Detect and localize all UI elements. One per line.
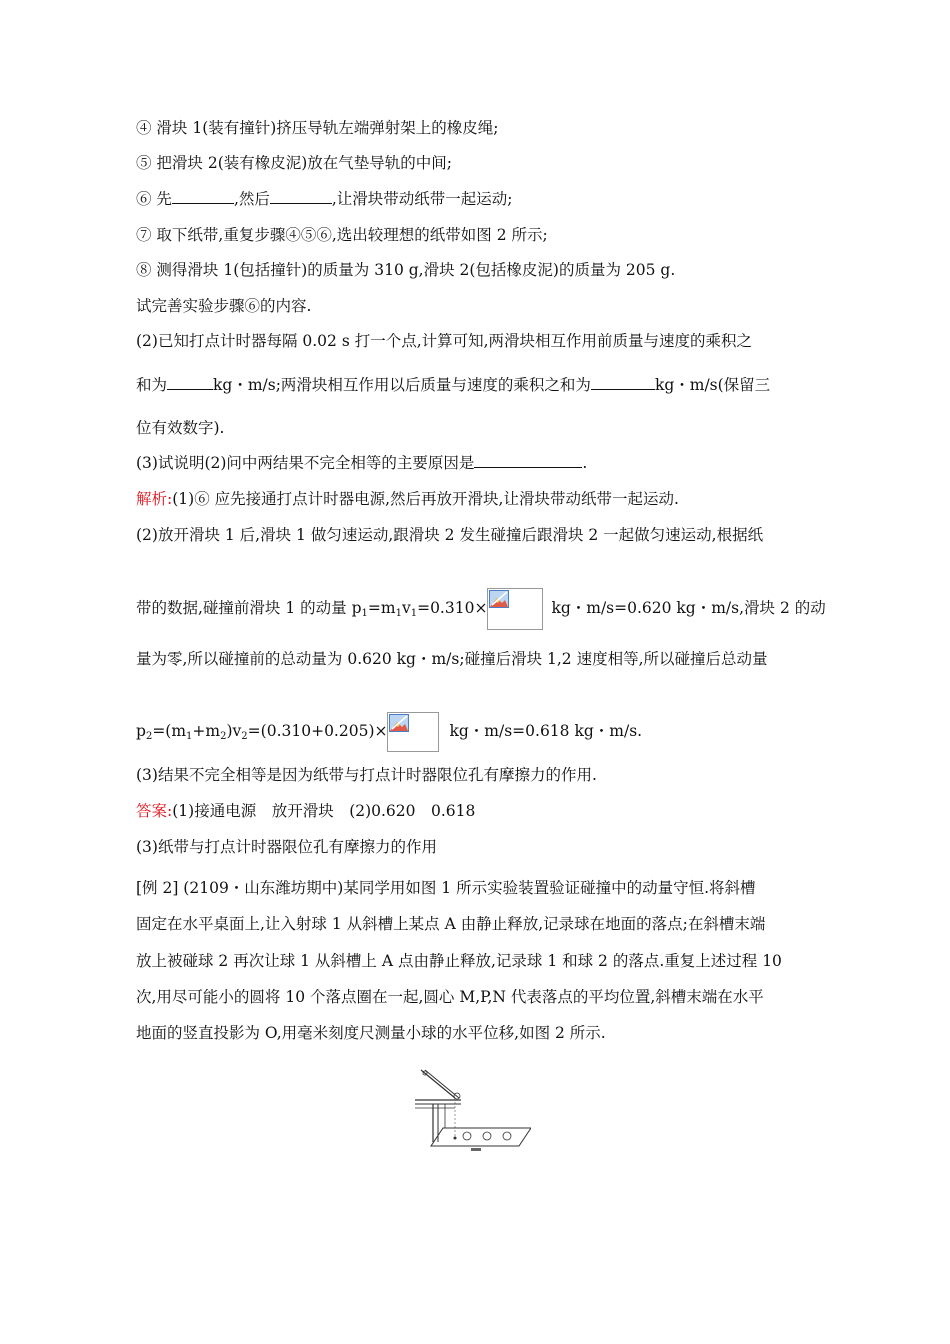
step-8: ⑧ 测得滑块 1(包括撞针)的质量为 310 g,滑块 2(包括橡皮泥)的质量为 205 g. xyxy=(136,261,676,279)
analysis-line6: (3)结果不完全相等是因为纸带与打点计时器限位孔有摩擦力的作用. xyxy=(136,766,597,784)
analysis-label: 解析: xyxy=(136,490,173,508)
formula-image-placeholder xyxy=(487,588,543,630)
blank-q3 xyxy=(474,453,582,468)
formula-image-placeholder xyxy=(387,712,439,752)
example2-line5: 地面的竖直投影为 O,用毫米刻度尺测量小球的水平位移,如图 2 所示. xyxy=(136,1024,606,1042)
question-2-line2: 和为 kg・m/s;两滑块相互作用以后质量与速度的乘积之和为 kg・m/s(保留三 xyxy=(136,376,771,394)
analysis-line5: $p_2=(m_1+m_2)v_2=(0.310+0.205)\times$ kg・m/s=0.618 kg・m/s. xyxy=(136,712,642,752)
example2-line4: 次,用尽可能小的圆将 10 个落点圈在一起,圆心 M,P,N 代表落点的平均位置,斜槽末端在水平 xyxy=(136,988,764,1006)
question-2-line1: (2)已知打点计时器每隔 0.02 s 打一个点,计算可知,两滑块相互作用前质量与速度的乘积之 xyxy=(136,332,753,350)
step-7: ⑦ 取下纸带,重复步骤④⑤⑥,选出较理想的纸带如图 2 所示; xyxy=(136,226,548,244)
analysis-line4: 量为零,所以碰撞前的总动量为 0.620 kg・m/s;碰撞后滑块 1,2 速度相等,所以碰撞后总动量 xyxy=(136,650,768,668)
analysis-line1: 解析:(1)⑥ 应先接通打点计时器电源,然后再放开滑块,让滑块带动纸带一起运动. xyxy=(136,490,679,508)
blank-6b xyxy=(270,189,332,204)
question-3: (3)试说明(2)问中两结果不完全相等的主要原因是 . xyxy=(136,454,588,472)
answer-line2: (3)纸带与打点计时器限位孔有摩擦力的作用 xyxy=(136,838,437,856)
question-2-line3: 位有效数字). xyxy=(136,419,225,437)
example2-line3: 放上被碰球 2 再次让球 1 从斜槽上 A 点由静止释放,记录球 1 和球 2 的落点.重复上述过程 10 xyxy=(136,952,782,970)
answer-line1: 答案:(1)接通电源 放开滑块 (2)0.620 0.618 xyxy=(136,802,476,820)
example2-line2: 固定在水平桌面上,让入射球 1 从斜槽上某点 A 由静止释放,记录球在地面的落点;在斜槽末端 xyxy=(136,915,766,933)
example2-line1: [例 2] (2109・山东潍坊期中)某同学用如图 1 所示实验装置验证碰撞中的动量守恒.将斜槽 xyxy=(136,879,756,897)
step-5: ⑤ 把滑块 2(装有橡皮泥)放在气垫导轨的中间; xyxy=(136,154,453,172)
blank-q2b xyxy=(591,375,655,390)
analysis-line2: (2)放开滑块 1 后,滑块 1 做匀速运动,跟滑块 2 发生碰撞后跟滑块 2 一起做匀速运动,根据纸 xyxy=(136,526,764,544)
complete-instruction: 试完善实验步骤⑥的内容. xyxy=(136,297,312,315)
broken-image-icon xyxy=(389,714,409,732)
analysis-line3: 带的数据,碰撞前滑块 1 的动量 $p_1=m_1v_1=0.310\times$ kg・m/s=0.620 kg・m/s,滑块 2 的动 xyxy=(136,588,826,630)
broken-image-icon xyxy=(489,590,509,608)
blank-6a xyxy=(172,189,234,204)
apparatus-figure xyxy=(275,1068,531,1156)
step-4: ④ 滑块 1(装有撞针)挤压导轨左端弹射架上的橡皮绳; xyxy=(136,119,499,137)
step-6: ⑥ 先 ,然后 ,让滑块带动纸带一起运动; xyxy=(136,190,513,208)
blank-q2a xyxy=(167,375,213,390)
answer-label: 答案: xyxy=(136,802,173,820)
